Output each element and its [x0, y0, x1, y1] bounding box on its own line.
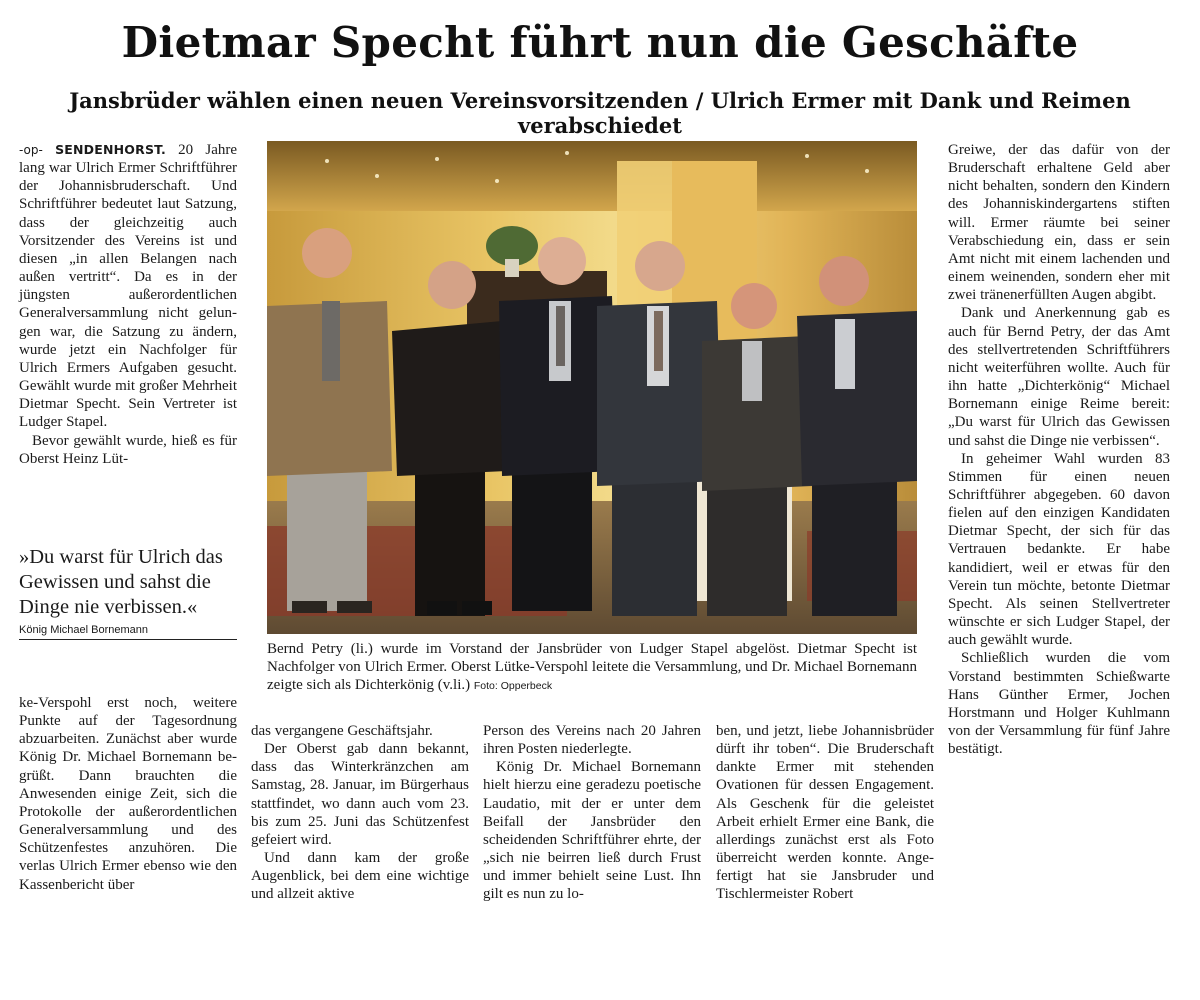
paragraph: Person des Vereins nach 20 Jahren ihren Posten niederlegte. [483, 723, 701, 758]
lead-text: 20 Jahre lang war Ulrich Ermer Schriftführer der Johannisbruderschaft. Und Schriftführer bedeutet laut Satzung, dass der gleichzeitig auch Vorsitzender des Vereins ist und diesen „in allen Belangen nach außen vertritt“. Da es in der jüngsten außerordentlichen Generalversammlung nicht gelungen war, die Satzung zu ändern, wurde jetzt ein Nachfolger für Ulrich Ermers Aufgaben gesucht. Gewählt wurde mit großer Mehrheit Dietmar Specht. Sein Vertreter ist Ludger Stapel. [19, 142, 238, 431]
paragraph: das vergangene Geschäftsjahr. [251, 723, 433, 739]
paragraph: Greiwe, der das dafür von der Bruderschaft erhaltene Geld aber nicht behalten, sondern den Kindern des Johanniskindergartens stiften will. Ermer räumte bei seiner Verabschiedung ein, dass er sein Amt nicht mit einem lachenden und einem weinenden, sondern eher mit zwei tränenerfüllten Augen abgibt. [948, 142, 1170, 304]
photo-credit: Foto: Opperbeck [473, 680, 553, 693]
pull-quote-author: König Michael Bornemann [19, 624, 237, 640]
subheadline: Jansbrüder wählen einen neuen Vereinsvorsitzenden / Ulrich Ermer mit Dank und Reimen verabschiedet [69, 88, 1131, 138]
paragraph: ke-Verspohl erst noch, weitere Punkte auf der Tagesordnung abzuarbeiten. Zunächst aber wurde König Dr. Michael Bornemann begrüßt. Dann brauchten die Anwesenden einige Zeit, sich die Protokolle der außerordentlichen Generalversammlung und des Schützenfestes anzuhören. Die verlas Ulrich Ermer ebenso wie den Kassenbericht über [19, 695, 237, 893]
article-column-2 [251, 722, 469, 904]
paragraph: Dank und Anerkennung gab es auch für Bernd Petry, der das Amt des stellvertretenden Schriftführers nicht weiterführen wollte. Auch für ihn hatte „Dichterkönig“ Michael Bornemann einige Reime bereit: „Du warst für Ulrich das Gewissen und sahst die Dinge nie verbissen“. [948, 305, 1170, 449]
dateline: SENDENHORST. [55, 142, 166, 157]
paragraph: Bevor gewählt wurde, hieß es für Oberst Heinz Lüt- [19, 432, 237, 467]
article-column-5 [948, 141, 1170, 758]
pull-quote: »Du warst für Ulrich das Gewissen und sahst die Dinge nie verbissen.« [19, 546, 223, 618]
photo-caption [267, 640, 917, 695]
pull-quote-box [19, 545, 237, 640]
article-column-1 [19, 141, 237, 468]
paragraph: Und dann kam der große Augenblick, bei dem eine wichtige und allzeit aktive [251, 850, 469, 903]
article-column-1-continued [19, 694, 237, 894]
headline: Dietmar Specht führt nun die Geschäfte [121, 18, 1079, 67]
paragraph: In geheimer Wahl wurden 83 Stimmen für einen neuen Schriftführer abgegeben. 60 davon fielen auf den einzigen Kandidaten Dietmar Specht, der sich für das Vertrauen bedankte. Er habe kandidiert, weil er etwas für den Verein tun möchte, betonte Dietmar Specht. Als seinen Stellvertreter wünschte er sich Ludger Stapel, der auch gewählt wurde. [948, 450, 1170, 649]
article-column-3 [483, 722, 701, 904]
caption-text: Bernd Petry (li.) wurde im Vorstand der Jansbrüder von Ludger Stapel abgelöst. Dietmar Specht ist Nachfolger von Ulrich Ermer. Oberst Lütke-Verspohl leitete die Versammlung, und Dr. Michael Bornemann zeigte sich als Dichterkönig (v.li.) [267, 641, 917, 694]
paragraph: Schließlich wurden die vom Vorstand bestimmten Schießwarte Hans Günther Ermer, Jochen Horstmann und Holger Kuhlmann von der Versammlung für fünf Jahre bestätigt. [948, 650, 1170, 758]
paragraph: ben, und jetzt, liebe Johannisbrüder dürft ihr toben“. Die Bruderschaft dankte Ermer mit stehenden Ovationen für dessen Engagement. Als Geschenk für die geleistet Arbeit erhielt Ermer eine Bank, die allerdings zunächst erst als Foto überreicht werden konnte. Angefertigt hat sie Jansbruder und Tischlermeister Robert [716, 723, 934, 903]
author-tag: -op- [19, 143, 43, 157]
lead-paragraph [19, 141, 237, 432]
paragraph: Der Oberst gab dann bekannt, dass das Winterkränzchen am Samstag, 28. Januar, im Bürgerhaus stattfindet, wo dann auch vom 23. bis zum 25. Juni das Schützenfest gefeiert wird. [251, 741, 469, 848]
paragraph: König Dr. Michael Bornemann hielt hierzu eine geradezu poetische Laudatio, mit der er unter dem Beifall der Jansbrüder den scheidenden Schriftführer ehrte, der „sich nie beirren ließ durch Frust und immer behielt seine Lust. Ihn gilt es nun zu lo- [483, 759, 701, 903]
group-photo [267, 141, 917, 634]
article-column-4 [716, 722, 934, 904]
